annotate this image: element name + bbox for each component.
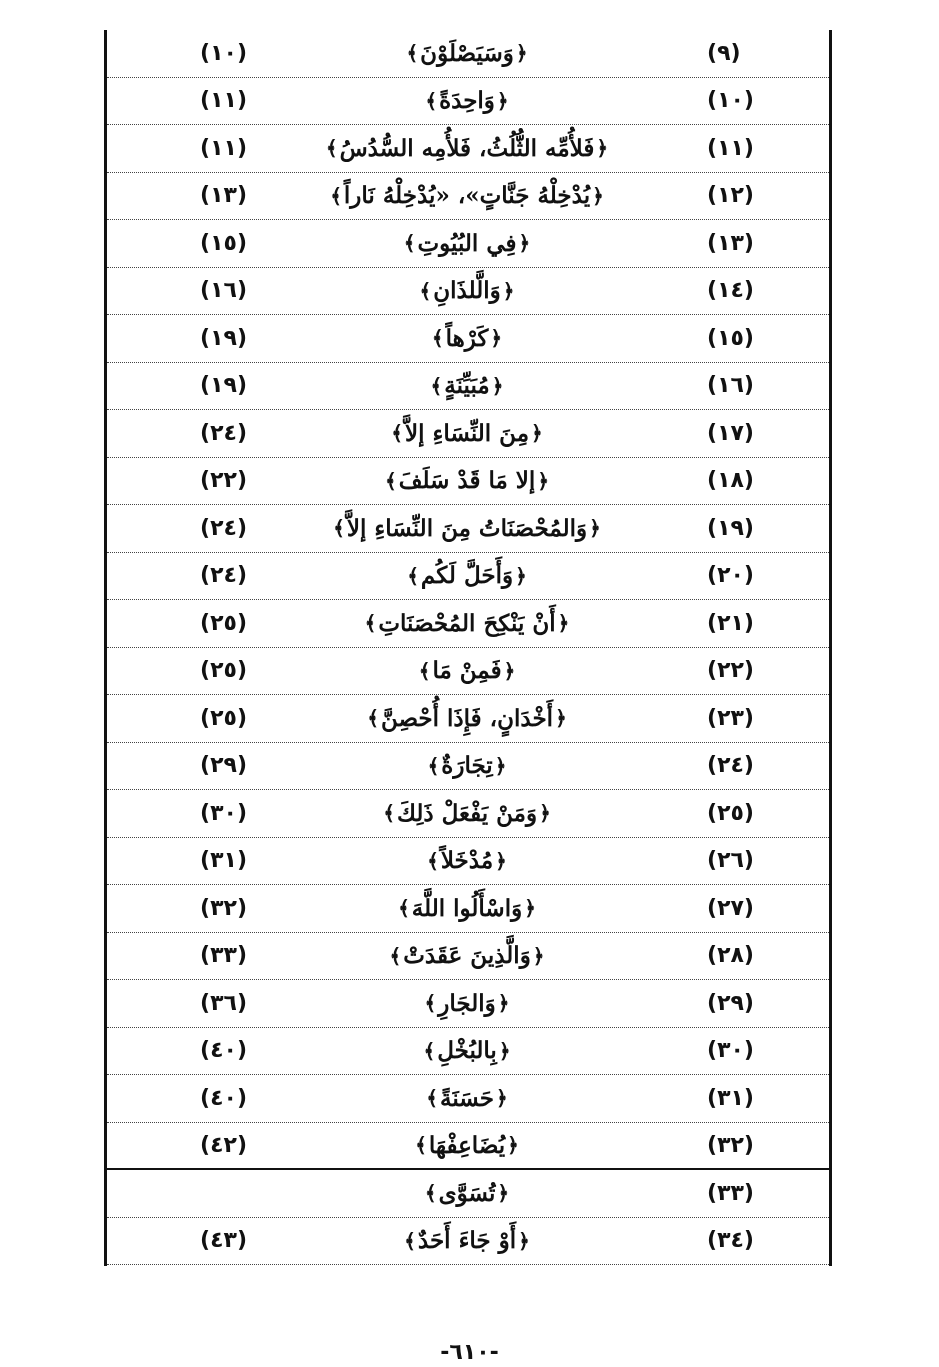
row-verse-text (257, 268, 677, 315)
verse-words: مُبَيِّنَةٍ (444, 372, 490, 400)
verse-open-bracket: ﴿ (596, 136, 609, 161)
table-row (107, 505, 829, 553)
verse-open-bracket: ﴿ (507, 1133, 519, 1158)
row-number: (٢٣) (707, 705, 754, 731)
row-verse-text (257, 553, 677, 600)
verse-open-bracket: ﴿ (496, 1086, 508, 1111)
table-row (107, 30, 829, 78)
table-row (107, 410, 829, 458)
verse-close-bracket: ﴾ (424, 991, 437, 1016)
row-number: (٢٤) (707, 753, 754, 779)
row-number: (١٣) (707, 230, 754, 256)
verse-open-bracket: ﴿ (497, 1181, 510, 1206)
row-page-reference: (٣٠) (200, 800, 247, 826)
row-verse-text (257, 648, 677, 695)
verse-words: حَسَنَةً (440, 1084, 495, 1112)
row-number: (١٥) (707, 325, 754, 351)
row-number: (٢٨) (707, 943, 754, 969)
verse-close-bracket: ﴾ (430, 373, 443, 398)
row-page-reference: (٣١) (200, 848, 247, 874)
verse-words: وَاسْأَلُوا اللَّهَ (411, 894, 523, 922)
row-verse-text (257, 1028, 677, 1075)
verse-open-bracket: ﴿ (555, 706, 567, 731)
row-number: (١٢) (707, 183, 754, 209)
row-verse-text (257, 790, 677, 837)
verse-words: مُدْخَلاً (440, 847, 494, 875)
table-row (107, 838, 829, 886)
row-verse-text (257, 980, 677, 1027)
row-number: (٢٦) (707, 848, 754, 874)
row-page-reference: (١٩) (200, 325, 247, 351)
row-verse-text (257, 885, 677, 932)
verse-open-bracket: ﴿ (531, 421, 543, 446)
verse-words: وَمَنْ يَفْعَلْ ذَلِكَ (396, 799, 538, 827)
verse-open-bracket: ﴿ (503, 658, 516, 683)
verse-words: يُدْخِلْهُ جَنَّاتٍ»، «يُدْخِلْهُ نَاراً (343, 182, 591, 210)
row-page-reference: (١٦) (200, 278, 247, 304)
verse-open-bracket: ﴿ (495, 848, 507, 873)
verse-words: كَرْهاً (445, 324, 489, 352)
verse-open-bracket: ﴿ (589, 516, 601, 541)
row-page-reference: (٢٢) (200, 468, 247, 494)
verse-words: أَخْدَانٍ، فَإِذَا أُحْصِنَّ (380, 704, 554, 732)
row-verse-text (257, 695, 677, 742)
verse-open-bracket: ﴿ (537, 468, 550, 493)
verse-open-bracket: ﴿ (491, 373, 504, 398)
verse-words: وَاحِدَةً (439, 87, 495, 115)
row-number: (٢١) (707, 610, 754, 636)
row-verse-text (257, 1075, 677, 1122)
row-page-reference: (٢٤) (200, 515, 247, 541)
table-row (107, 885, 829, 933)
table-row (107, 790, 829, 838)
verse-words: بِالبُخْلِ (437, 1037, 497, 1065)
verse-words: فَلأُمِّه الثُّلُثُ، فَلأُمِه السُّدُسُ (339, 134, 595, 162)
row-number: (١١) (707, 135, 754, 161)
verse-open-bracket: ﴿ (494, 753, 507, 778)
row-page-reference: (١١) (200, 135, 247, 161)
table-row (107, 1028, 829, 1076)
verse-words: وَالَّذِينَ عَقَدَتْ (403, 942, 531, 970)
verse-words: تِجَارَةٌ (441, 752, 493, 780)
verse-close-bracket: ﴾ (427, 753, 440, 778)
row-verse-text (257, 220, 677, 267)
row-page-reference: (٢٥) (200, 610, 247, 636)
verse-open-bracket: ﴿ (557, 611, 570, 636)
verse-close-bracket: ﴾ (407, 563, 419, 588)
verse-open-bracket: ﴿ (515, 563, 527, 588)
table-row (107, 600, 829, 648)
verse-open-bracket: ﴿ (497, 991, 510, 1016)
row-page-reference (137, 1170, 247, 1217)
verse-close-bracket: ﴾ (415, 1133, 427, 1158)
row-number: (٩) (707, 40, 741, 66)
row-number: (٣٠) (707, 1038, 754, 1064)
verse-words: فَمِنْ مَا (432, 657, 502, 685)
row-number: (١٩) (707, 515, 754, 541)
row-number: (٣١) (707, 1085, 754, 1111)
row-page-reference: (٤٠) (200, 1038, 247, 1064)
verse-close-bracket: ﴾ (427, 848, 439, 873)
verse-words: أَنْ يَنْكِحَ المُحْصَنَاتِ (378, 609, 556, 637)
verse-open-bracket: ﴿ (532, 943, 545, 968)
verse-close-bracket: ﴾ (391, 421, 403, 446)
row-verse-text (257, 363, 677, 410)
table-row (107, 220, 829, 268)
row-number: (٣٣) (707, 1180, 754, 1206)
table-row (107, 268, 829, 316)
row-verse-text (257, 458, 677, 505)
verse-open-bracket: ﴿ (496, 88, 509, 113)
verse-close-bracket: ﴾ (403, 231, 416, 256)
table-row (107, 933, 829, 981)
verse-close-bracket: ﴾ (425, 88, 438, 113)
verse-words: وَسَيَصْلَوْنَ (420, 39, 514, 67)
row-page-reference: (٣٣) (200, 943, 247, 969)
verse-open-bracket: ﴿ (502, 278, 515, 303)
verse-words: وَأَحَلَّ لَكُم (420, 562, 514, 590)
verse-words: فِي البُيُوتِ (417, 229, 517, 257)
row-page-reference: (٤٣) (200, 1228, 247, 1254)
row-number: (١٠) (707, 88, 754, 114)
table-row (107, 1123, 829, 1171)
row-page-reference: (٢٩) (200, 753, 247, 779)
table-row (107, 458, 829, 506)
verse-open-bracket: ﴿ (592, 183, 604, 208)
verse-close-bracket: ﴾ (330, 183, 342, 208)
verse-close-bracket: ﴾ (426, 1086, 438, 1111)
row-number: (١٨) (707, 468, 754, 494)
page-number: -٦١٠- (440, 1340, 499, 1365)
verse-close-bracket: ﴾ (423, 1038, 436, 1063)
verse-words: وَالجَارِ (438, 989, 496, 1017)
row-verse-text (257, 838, 677, 885)
verse-close-bracket: ﴾ (389, 943, 402, 968)
row-page-reference: (٢٥) (200, 658, 247, 684)
row-page-reference: (٤٢) (200, 1132, 247, 1158)
row-page-reference: (٣٢) (200, 895, 247, 921)
row-verse-text (257, 410, 677, 457)
verse-open-bracket: ﴿ (518, 231, 531, 256)
verse-close-bracket: ﴾ (383, 801, 395, 826)
table-row (107, 173, 829, 221)
row-number: (٣٢) (707, 1132, 754, 1158)
row-number: (٢٧) (707, 895, 754, 921)
verse-close-bracket: ﴾ (404, 1228, 416, 1253)
row-page-reference: (١١) (200, 88, 247, 114)
verse-words: يُضَاعِفْهَا (428, 1131, 506, 1159)
verse-words: تُسَوَّى (438, 1179, 496, 1207)
verse-close-bracket: ﴾ (333, 516, 345, 541)
verse-open-bracket: ﴿ (524, 896, 536, 921)
row-verse-text (257, 743, 677, 790)
table-row (107, 743, 829, 791)
row-verse-text (257, 173, 677, 220)
verse-table-rows (107, 30, 829, 1266)
row-page-reference: (١٥) (200, 230, 247, 256)
row-verse-text (257, 600, 677, 647)
row-page-reference: (٢٤) (200, 563, 247, 589)
row-page-reference: (٢٥) (200, 705, 247, 731)
row-page-reference: (٤٠) (200, 1085, 247, 1111)
table-row (107, 980, 829, 1028)
row-page-reference: (١٣) (200, 183, 247, 209)
table-row (107, 1075, 829, 1123)
verse-words: إلا مَا قَدْ سَلَفَ (398, 467, 536, 495)
table-row (107, 125, 829, 173)
verse-close-bracket: ﴾ (418, 658, 431, 683)
table-row (107, 78, 829, 126)
verse-close-bracket: ﴾ (406, 41, 419, 66)
row-verse-text (257, 1123, 677, 1169)
verse-open-bracket: ﴿ (490, 326, 503, 351)
verse-close-bracket: ﴾ (364, 611, 377, 636)
table-row (107, 1170, 829, 1218)
row-number: (٢٢) (707, 658, 754, 684)
row-number: (٢٠) (707, 563, 754, 589)
verse-words: أَوْ جَاءَ أَحَدٌ (417, 1227, 517, 1255)
verse-close-bracket: ﴾ (431, 326, 444, 351)
verse-close-bracket: ﴾ (384, 468, 397, 493)
row-verse-text (257, 78, 677, 125)
row-page-reference: (١٠) (200, 40, 247, 66)
verse-close-bracket: ﴾ (419, 278, 432, 303)
table-row (107, 695, 829, 743)
row-number: (٣٤) (707, 1228, 754, 1254)
row-number: (١٤) (707, 278, 754, 304)
table-row (107, 1218, 829, 1266)
verse-open-bracket: ﴿ (515, 41, 528, 66)
row-verse-text (257, 30, 677, 77)
verse-words: وَالَّلذَانِ (433, 277, 501, 305)
row-page-reference: (٢٤) (200, 420, 247, 446)
row-number: (٢٩) (707, 990, 754, 1016)
verse-open-bracket: ﴿ (498, 1038, 511, 1063)
table-row (107, 363, 829, 411)
table-row (107, 553, 829, 601)
row-verse-text (257, 933, 677, 980)
verse-words: وَالمُحْصَنَاتُ مِنَ النِّسَاءِ إلاَّ (346, 514, 588, 542)
row-page-reference: (١٩) (200, 373, 247, 399)
verse-open-bracket: ﴿ (539, 801, 551, 826)
verse-close-bracket: ﴾ (367, 706, 379, 731)
row-number: (١٦) (707, 373, 754, 399)
verse-words: مِنَ النِّسَاءِ إلاَّ (404, 419, 530, 447)
verse-open-bracket: ﴿ (518, 1228, 530, 1253)
row-number: (١٧) (707, 420, 754, 446)
verse-close-bracket: ﴾ (325, 136, 338, 161)
row-verse-text (257, 315, 677, 362)
row-verse-text (257, 1170, 677, 1217)
verse-table (104, 30, 832, 1266)
table-row (107, 648, 829, 696)
row-page-reference: (٣٦) (200, 990, 247, 1016)
verse-close-bracket: ﴾ (398, 896, 410, 921)
row-verse-text (257, 125, 677, 172)
verse-close-bracket: ﴾ (424, 1181, 437, 1206)
row-verse-text (257, 1218, 677, 1265)
row-verse-text (257, 505, 677, 552)
table-row (107, 315, 829, 363)
row-number: (٢٥) (707, 800, 754, 826)
